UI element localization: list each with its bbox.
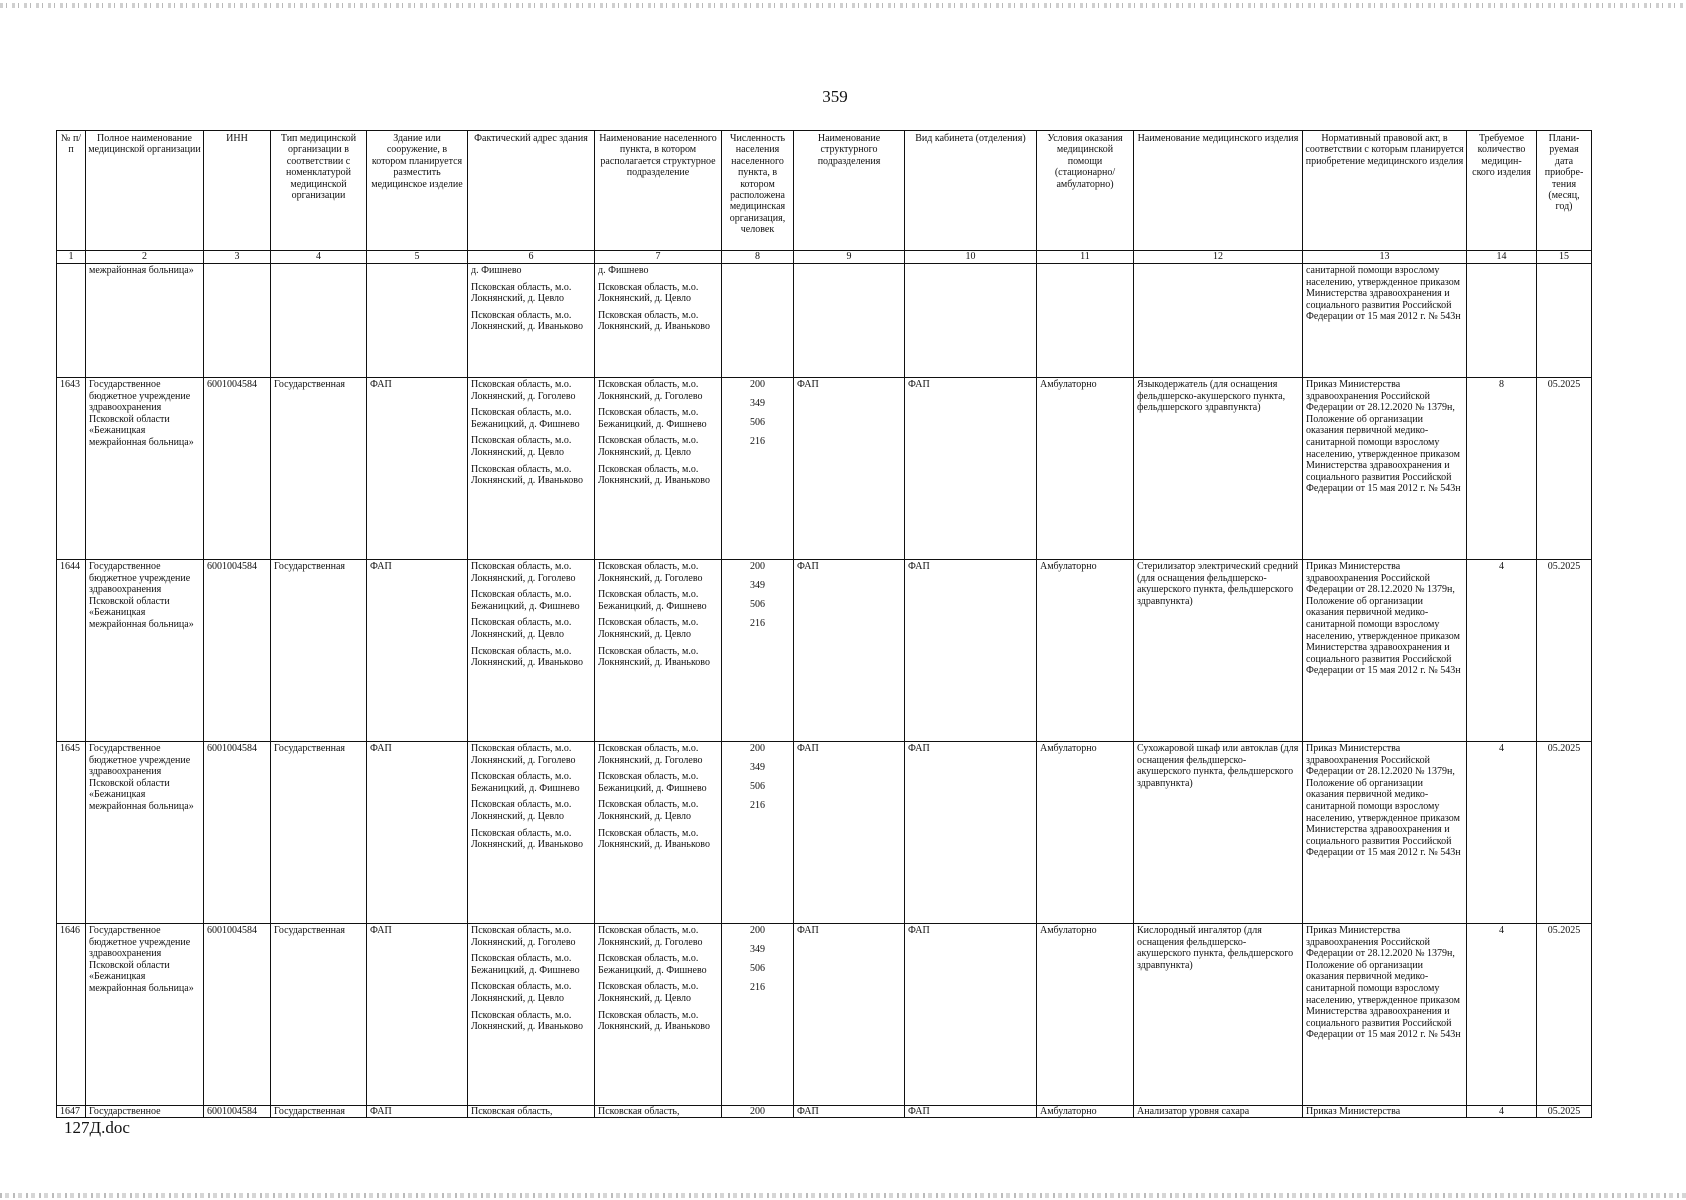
inn: 6001004584: [204, 742, 271, 924]
device-name: Анализатор уровня сахара: [1134, 1106, 1303, 1118]
settlement-entry: Псковская область, м.о. Локнянский, д. Цевло: [598, 281, 699, 305]
header-cell: Здание или сооружение, в котором планируется разместить медицинское изделие: [367, 131, 468, 251]
population-value: 216: [750, 436, 765, 447]
legal-act: Приказ Министерства здравоохранения Российской Федерации от 28.12.2020 № 1379н, Положение об организации оказания первичной медико-санитарной помощи взрослому населению, утвержденное приказом Министерства здравоохранения и социального развития Российской Федерации от 15 мая 2012 г. № 543н: [1303, 742, 1467, 924]
population-value: 349: [750, 580, 765, 591]
legal-act: Приказ Министерства здравоохранения Российской Федерации от 28.12.2020 № 1379н, Положение об организации оказания первичной медико-санитарной помощи взрослому населению, утвержденное приказом Министерства здравоохранения и социального развития Российской Федерации от 15 мая 2012 г. № 543н: [1303, 378, 1467, 560]
settlement-list: [595, 560, 722, 742]
quantity: 4: [1467, 742, 1537, 924]
population-value: 506: [750, 781, 765, 792]
population-list: [722, 924, 794, 1106]
purchase-date: 05.2025: [1537, 742, 1592, 924]
division: ФАП: [794, 1106, 905, 1118]
quantity: 4: [1467, 924, 1537, 1106]
row-number: 1646: [57, 924, 86, 1106]
header-cell: Наименование структурного подразделения: [794, 131, 905, 251]
population-value: 200: [750, 743, 765, 754]
address-entry: Псковская область, м.о. Бежаницкий, д. Фишнево: [471, 407, 580, 430]
cont-org: межрайонная больница»: [86, 264, 204, 378]
settlement-entry: Псковская область, м.о. Локнянский, д. Гоголево: [598, 379, 703, 402]
header-cell: Наименование населенного пункта, в котором располагается структурное подразделение: [595, 131, 722, 251]
care-conditions: Амбулаторно: [1037, 378, 1134, 560]
column-number-row: [57, 251, 1592, 264]
header-cell: Нормативный правовой акт, в соответствии с которым планируется приобретение медицинского изделия: [1303, 131, 1467, 251]
header-cell: Фактический адрес здания: [468, 131, 595, 251]
purchase-date: 05.2025: [1537, 1106, 1592, 1118]
cont-date: [1537, 264, 1592, 378]
continuation-row: [57, 264, 1592, 378]
organization-name: Государственное бюджетное учреждение здравоохранения Псковской области «Бежаницкая межрайонная больница»: [86, 742, 204, 924]
building: ФАП: [367, 1106, 468, 1118]
column-number-cell: 10: [905, 251, 1037, 264]
population-list: [722, 742, 794, 924]
cont-settlement: [595, 264, 722, 378]
settlement-list: [595, 924, 722, 1106]
row-number: 1643: [57, 378, 86, 560]
cont-type: [271, 264, 367, 378]
device-name: Языкодержатель (для оснащения фельдшерско-акушерского пункта, фельдшерского здравпункта): [1134, 378, 1303, 560]
quantity: 4: [1467, 1106, 1537, 1118]
population-value: 349: [750, 762, 765, 773]
cont-qty: [1467, 264, 1537, 378]
table-row: [57, 560, 1592, 742]
cont-inn: [204, 264, 271, 378]
settlement-list: [595, 742, 722, 924]
organization-type: Государственная: [271, 378, 367, 560]
settlement-entry: Псковская область, м.о. Бежаницкий, д. Фишнево: [598, 407, 707, 430]
row-number: 1645: [57, 742, 86, 924]
address-entry: Псковская область, м.о. Локнянский, д. Цевло: [471, 981, 572, 1004]
population-value: 216: [750, 982, 765, 993]
header-cell: Вид кабинета (отделения): [905, 131, 1037, 251]
address-entry: Псковская область, м.о. Локнянский, д. Гоголево: [471, 561, 576, 584]
header-cell: Требуемое количество медицин- ского изделия: [1467, 131, 1537, 251]
legal-act: Приказ Министерства: [1303, 1106, 1467, 1118]
column-number-cell: 6: [468, 251, 595, 264]
settlement-entry: Псковская область, м.о. Локнянский, д. Цевло: [598, 617, 699, 640]
quantity: 4: [1467, 560, 1537, 742]
address-list: [468, 742, 595, 924]
table-row: [57, 1106, 1592, 1118]
address-entry: Псковская область, м.о. Бежаницкий, д. Фишнево: [471, 953, 580, 976]
care-conditions: Амбулаторно: [1037, 742, 1134, 924]
settlement-entry: Псковская область, м.о. Локнянский, д. Цевло: [598, 435, 699, 458]
column-number-cell: 13: [1303, 251, 1467, 264]
settlement-entry: Псковская область, м.о. Локнянский, д. Иваньково: [598, 1009, 710, 1033]
address-list: [468, 560, 595, 742]
organization-type: Государственная: [271, 742, 367, 924]
header-cell: Плани- руемая дата приобре- тения (месяц, год): [1537, 131, 1592, 251]
header-cell: Полное наименование медицинской организации: [86, 131, 204, 251]
address-entry: Псковская область, м.о. Бежаницкий, д. Фишнево: [471, 589, 580, 612]
cont-cabinet: [905, 264, 1037, 378]
population-value: 200: [750, 379, 765, 390]
row-number: 1644: [57, 560, 86, 742]
column-number-cell: 12: [1134, 251, 1303, 264]
building: ФАП: [367, 378, 468, 560]
settlement-entry: Псковская область, м.о. Локнянский, д. Гоголево: [598, 743, 703, 766]
scan-edge-top: [0, 3, 1686, 8]
organization-type: Государственная: [271, 560, 367, 742]
header-cell: Наименование медицинского изделия: [1134, 131, 1303, 251]
settlement-list: [595, 378, 722, 560]
care-conditions: Амбулаторно: [1037, 924, 1134, 1106]
address-entry: Псковская область, м.о. Локнянский, д. Цевло: [471, 799, 572, 822]
population-value: 200: [750, 925, 765, 936]
purchase-date: 05.2025: [1537, 560, 1592, 742]
address-entry: Псковская область, м.о. Локнянский, д. Иваньково: [471, 463, 583, 487]
device-name: Сухожаровой шкаф или автоклав (для оснащения фельдшерско-акушерского пункта, фельдшерского здравпункта): [1134, 742, 1303, 924]
column-number-cell: 14: [1467, 251, 1537, 264]
division: ФАП: [794, 560, 905, 742]
population-value: 506: [750, 417, 765, 428]
cabinet-type: ФАП: [905, 378, 1037, 560]
page-number: 359: [822, 87, 848, 106]
cont-device: [1134, 264, 1303, 378]
settlement: Псковская область,: [595, 1106, 722, 1118]
cont-address: [468, 264, 595, 378]
table-body: [57, 131, 1592, 1118]
address-list: [468, 378, 595, 560]
column-number-cell: 8: [722, 251, 794, 264]
organization-type: Государственная: [271, 1106, 367, 1118]
column-number-cell: 15: [1537, 251, 1592, 264]
device-name: Стерилизатор электрический средний (для оснащения фельдшерско-акушерского пункта, фельдшерского здравпункта): [1134, 560, 1303, 742]
address: Псковская область,: [468, 1106, 595, 1118]
settlement-entry: Псковская область, м.о. Локнянский, д. Цевло: [598, 981, 699, 1004]
population-value: 349: [750, 398, 765, 409]
cont-conditions: [1037, 264, 1134, 378]
address-entry: Псковская область, м.о. Локнянский, д. Цевло: [471, 617, 572, 640]
division: ФАП: [794, 378, 905, 560]
address-entry: Псковская область, м.о. Локнянский, д. Цевло: [471, 435, 572, 458]
header-cell: ИНН: [204, 131, 271, 251]
population-value: 216: [750, 800, 765, 811]
settlement-entry: Псковская область, м.о. Локнянский, д. Гоголево: [598, 561, 703, 584]
address-entry: Псковская область, м.о. Локнянский, д. Цевло: [471, 281, 572, 305]
column-number-cell: 4: [271, 251, 367, 264]
legal-act: Приказ Министерства здравоохранения Российской Федерации от 28.12.2020 № 1379н, Положение об организации оказания первичной медико-санитарной помощи взрослому населению, утвержденное приказом Министерства здравоохранения и социального развития Российской Федерации от 15 мая 2012 г. № 543н: [1303, 924, 1467, 1106]
quantity: 8: [1467, 378, 1537, 560]
settlement-entry: Псковская область, м.о. Локнянский, д. Гоголево: [598, 925, 703, 948]
division: ФАП: [794, 924, 905, 1106]
legal-act: Приказ Министерства здравоохранения Российской Федерации от 28.12.2020 № 1379н, Положение об организации оказания первичной медико-санитарной помощи взрослому населению, утвержденное приказом Министерства здравоохранения и социального развития Российской Федерации от 15 мая 2012 г. № 543н: [1303, 560, 1467, 742]
column-number-cell: 1: [57, 251, 86, 264]
address-entry: Псковская область, м.о. Локнянский, д. Гоголево: [471, 379, 576, 402]
address-entry: Псковская область, м.о. Локнянский, д. Иваньково: [471, 309, 583, 333]
inn: 6001004584: [204, 378, 271, 560]
table-header-row: [57, 131, 1592, 251]
cont-num: [57, 264, 86, 378]
scan-edge-bottom: [0, 1193, 1686, 1198]
settlement-entry: д. Фишнево: [598, 265, 649, 276]
population-value: 506: [750, 599, 765, 610]
cont-building: [367, 264, 468, 378]
population-value: 506: [750, 963, 765, 974]
column-number-cell: 11: [1037, 251, 1134, 264]
care-conditions: Амбулаторно: [1037, 560, 1134, 742]
address-entry: Псковская область, м.о. Локнянский, д. Иваньково: [471, 645, 583, 669]
purchase-date: 05.2025: [1537, 924, 1592, 1106]
population-list: [722, 560, 794, 742]
header-cell: Тип медицинской организации в соответствии с номенклатурой медицинской организации: [271, 131, 367, 251]
footer-filename: 127Д.doc: [64, 1118, 130, 1137]
header-cell: Численность населения населенного пункта, в котором расположена медицинская организация, человек: [722, 131, 794, 251]
column-number-cell: 5: [367, 251, 468, 264]
cabinet-type: ФАП: [905, 742, 1037, 924]
header-cell: Условия оказания медицинской помощи (стационарно/ амбулаторно): [1037, 131, 1134, 251]
column-number-cell: 2: [86, 251, 204, 264]
inn: 6001004584: [204, 1106, 271, 1118]
organization-type: Государственная: [271, 924, 367, 1106]
settlement-entry: Псковская область, м.о. Локнянский, д. Иваньково: [598, 827, 710, 851]
building: ФАП: [367, 742, 468, 924]
table-row: [57, 378, 1592, 560]
organization-name: Государственное бюджетное учреждение здравоохранения Псковской области «Бежаницкая межрайонная больница»: [86, 378, 204, 560]
population-list: [722, 378, 794, 560]
population: 200: [722, 1106, 794, 1118]
device-name: Кислородный ингалятор (для оснащения фельдшерско-акушерского пункта, фельдшерского здравпункта): [1134, 924, 1303, 1106]
organization-name: Государственное бюджетное учреждение здравоохранения Псковской области «Бежаницкая межрайонная больница»: [86, 924, 204, 1106]
cont-population: [722, 264, 794, 378]
settlement-entry: Псковская область, м.о. Бежаницкий, д. Фишнево: [598, 589, 707, 612]
settlement-entry: Псковская область, м.о. Бежаницкий, д. Фишнево: [598, 771, 707, 794]
settlement-entry: Псковская область, м.о. Локнянский, д. Иваньково: [598, 463, 710, 487]
column-number-cell: 3: [204, 251, 271, 264]
header-cell: № п/п: [57, 131, 86, 251]
address-entry: Псковская область, м.о. Бежаницкий, д. Фишнево: [471, 771, 580, 794]
care-conditions: Амбулаторно: [1037, 1106, 1134, 1118]
organization-name: Государственное: [86, 1106, 204, 1118]
settlement-entry: Псковская область, м.о. Локнянский, д. Иваньково: [598, 309, 710, 333]
settlement-entry: Псковская область, м.о. Локнянский, д. Иваньково: [598, 645, 710, 669]
building: ФАП: [367, 924, 468, 1106]
row-number: 1647: [57, 1106, 86, 1118]
population-value: 216: [750, 618, 765, 629]
table-row: [57, 924, 1592, 1106]
settlement-entry: Псковская область, м.о. Локнянский, д. Цевло: [598, 799, 699, 822]
population-value: 349: [750, 944, 765, 955]
inn: 6001004584: [204, 924, 271, 1106]
document-table-wrapper: [56, 130, 1592, 1118]
cabinet-type: ФАП: [905, 924, 1037, 1106]
division: ФАП: [794, 742, 905, 924]
cabinet-type: ФАП: [905, 1106, 1037, 1118]
purchase-date: 05.2025: [1537, 378, 1592, 560]
address-entry: Псковская область, м.о. Локнянский, д. Гоголево: [471, 743, 576, 766]
cabinet-type: ФАП: [905, 560, 1037, 742]
medical-equipment-table: [56, 130, 1592, 1118]
organization-name: Государственное бюджетное учреждение здравоохранения Псковской области «Бежаницкая межрайонная больница»: [86, 560, 204, 742]
cont-act: санитарной помощи взрослому населению, утвержденное приказом Министерства здравоохранения и социального развития Российской Федерации от 15 мая 2012 г. № 543н: [1303, 264, 1467, 378]
population-value: 200: [750, 561, 765, 572]
column-number-cell: 7: [595, 251, 722, 264]
cont-division: [794, 264, 905, 378]
building: ФАП: [367, 560, 468, 742]
address-entry: д. Фишнево: [471, 265, 522, 276]
inn: 6001004584: [204, 560, 271, 742]
column-number-cell: 9: [794, 251, 905, 264]
address-entry: Псковская область, м.о. Локнянский, д. Гоголево: [471, 925, 576, 948]
address-list: [468, 924, 595, 1106]
table-row: [57, 742, 1592, 924]
address-entry: Псковская область, м.о. Локнянский, д. Иваньково: [471, 827, 583, 851]
address-entry: Псковская область, м.о. Локнянский, д. Иваньково: [471, 1009, 583, 1033]
settlement-entry: Псковская область, м.о. Бежаницкий, д. Фишнево: [598, 953, 707, 976]
